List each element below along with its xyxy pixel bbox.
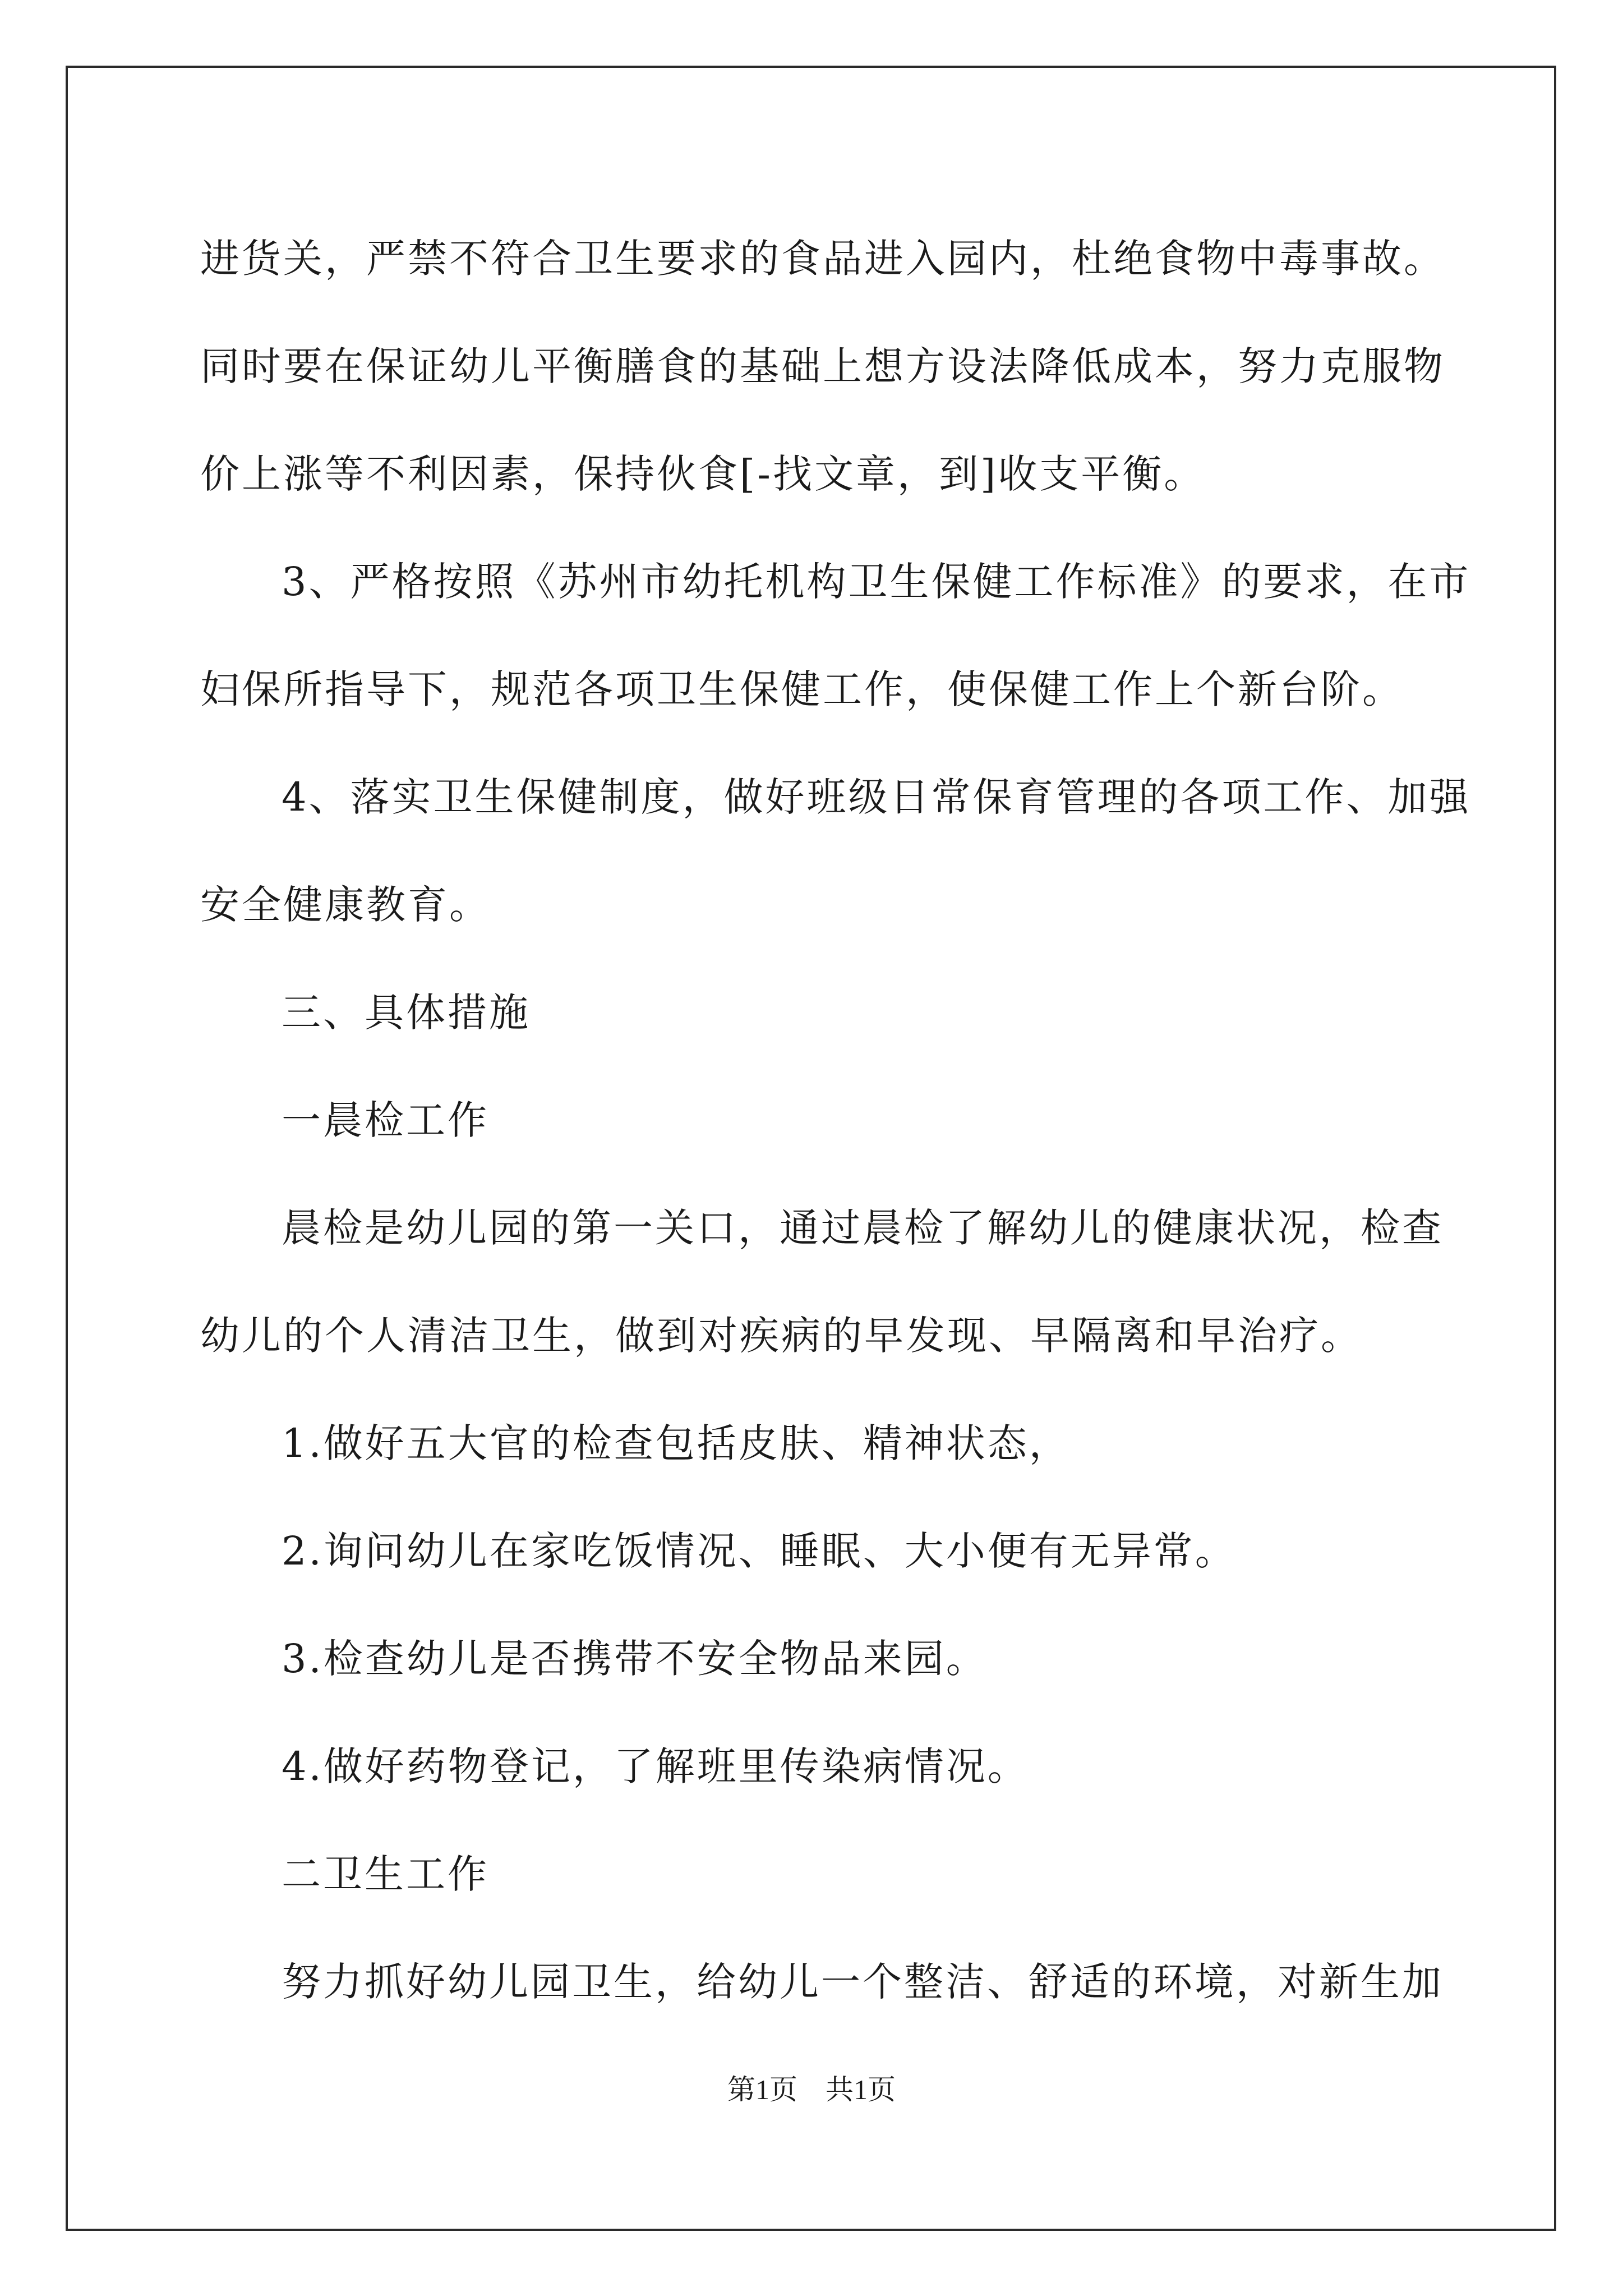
paragraph-line: 3、严格按照《苏州市幼托机构卫生保健工作标准》的要求，在市 <box>282 559 1471 605</box>
list-item: 1.做好五大官的检查包括皮肤、精神状态， <box>282 1420 1071 1466</box>
subsection-heading: 一晨检工作 <box>282 1097 489 1143</box>
paragraph-line: 价上涨等不利因素，保持伙食[-找文章，到]收支平衡。 <box>200 451 1206 497</box>
document-body <box>200 205 1471 2036</box>
paragraph-line: 努力抓好幼儿园卫生，给幼儿一个整洁、舒适的环境，对新生加 <box>282 1959 1444 2005</box>
paragraph-line: 同时要在保证幼儿平衡膳食的基础上想方设法降低成本，努力克服物 <box>200 343 1445 389</box>
paragraph-line: 4、落实卫生保健制度，做好班级日常保育管理的各项工作、加强 <box>282 774 1471 820</box>
paragraph-line: 晨检是幼儿园的第一关口，通过晨检了解幼儿的健康状况，检查 <box>282 1205 1444 1251</box>
list-item: 4.做好药物登记，了解班里传染病情况。 <box>282 1743 1029 1789</box>
section-heading: 三、具体措施 <box>282 990 531 1036</box>
paragraph-line: 幼儿的个人清洁卫生，做到对疾病的早发现、早隔离和早治疗。 <box>200 1313 1362 1359</box>
paragraph-line: 安全健康教育。 <box>200 882 491 928</box>
list-item: 2.询问幼儿在家吃饭情况、睡眠、大小便有无异常。 <box>282 1528 1237 1574</box>
list-item: 3.检查幼儿是否携带不安全物品来园。 <box>282 1636 988 1682</box>
subsection-heading: 二卫生工作 <box>282 1851 489 1897</box>
paragraph-line: 进货关，严禁不符合卫生要求的食品进入园内，杜绝食物中毒事故。 <box>200 236 1445 282</box>
paragraph-line: 妇保所指导下，规范各项卫生保健工作，使保健工作上个新台阶。 <box>200 666 1404 712</box>
page-footer: 第1页 共1页 <box>727 2074 896 2105</box>
